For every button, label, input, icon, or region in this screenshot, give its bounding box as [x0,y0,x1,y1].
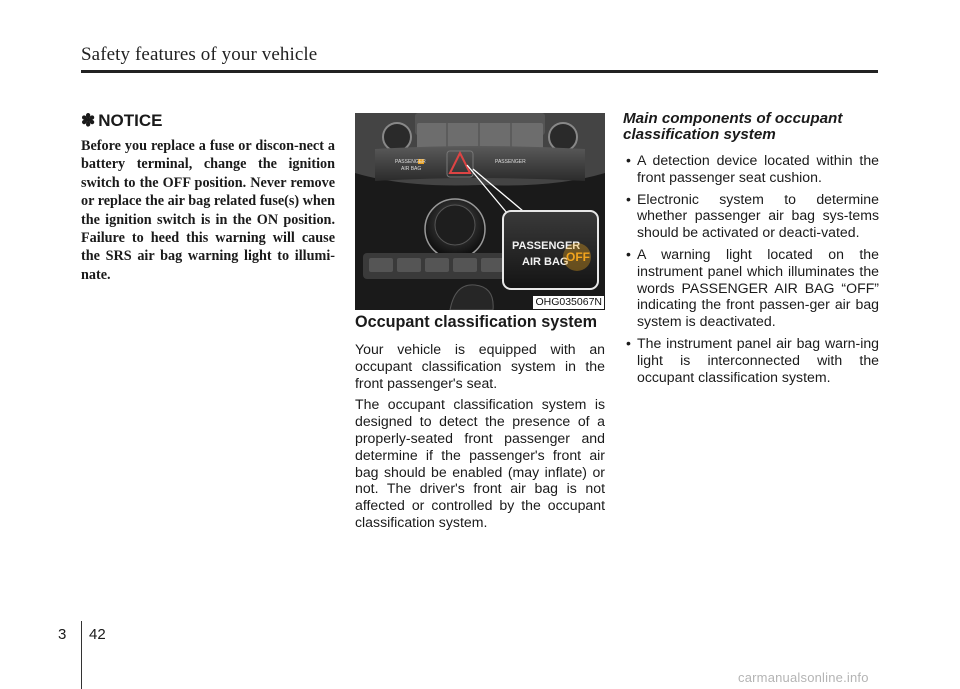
notice-star-icon: ✽ [81,111,96,130]
dashboard-photo [355,113,605,310]
chapter-number: 3 [58,626,67,643]
panel-label-passenger-left: PASSENGER [395,159,426,165]
figure-code: OHG035067N [535,296,602,308]
components-item-detection: • A detection device located within the front passenger seat cushion. [623,152,879,186]
components-item-electronic: • Electronic system to determine whether passenger air bag sys-tems should be activated or deacti-vated. [623,191,879,241]
components-list [623,152,879,385]
zoom-label-passenger: PASSENGER [512,240,581,252]
panel-label-airbag-left: AIR BAG [401,166,422,172]
zoom-label-off: OFF [566,250,590,264]
notice-heading [81,111,335,131]
page-number: 42 [89,626,106,643]
notice-label: NOTICE [98,111,163,130]
occupant-column [355,313,605,536]
components-column [623,111,879,390]
components-item-interconnect: • The instrument panel air bag warn-ing light is interconnected with the occupant classification system. [623,335,879,385]
components-item-warning-light: • A warning light located on the instrument panel which illuminates the words PASSENGER AIR BAG “OFF” indicating the front passen-ger air bag system is deactivated. [623,246,879,330]
notice-text: Before you replace a fuse or discon-nect a battery terminal, change the ignition switch to the OFF position. Never remove or replace the air bag related fuse(s) when the ignition switch is in the ON position. Failure to heed this warning will cause the SRS air bag warning light to illumi-nate. [81,138,335,283]
occupant-section-title: Occupant classification system [355,313,598,331]
dashboard-illustration [355,113,605,310]
panel-label-passenger-right: PASSENGER [495,159,526,165]
watermark: carmanualsonline.info [738,670,869,685]
zoom-label-airbag: AIR BAG [522,256,569,268]
occupant-paragraph-2: The occupant classification system is designed to detect the presence of a properly-seated front passenger and determine if the passenger's front air bag should be enabled (may inflate) or not. The driver's front air bag is not affected or controlled by the occupant classification system. [355,396,605,530]
occupant-paragraph-1: Your vehicle is equipped with an occupant classification system in the front passenger's seat. [355,341,605,391]
page-header-title: Safety features of your vehicle [81,44,318,65]
header-divider [81,70,878,73]
components-title: Main components of occupant classification system [623,110,843,143]
footer-divider [81,621,82,689]
notice-column [81,111,335,284]
